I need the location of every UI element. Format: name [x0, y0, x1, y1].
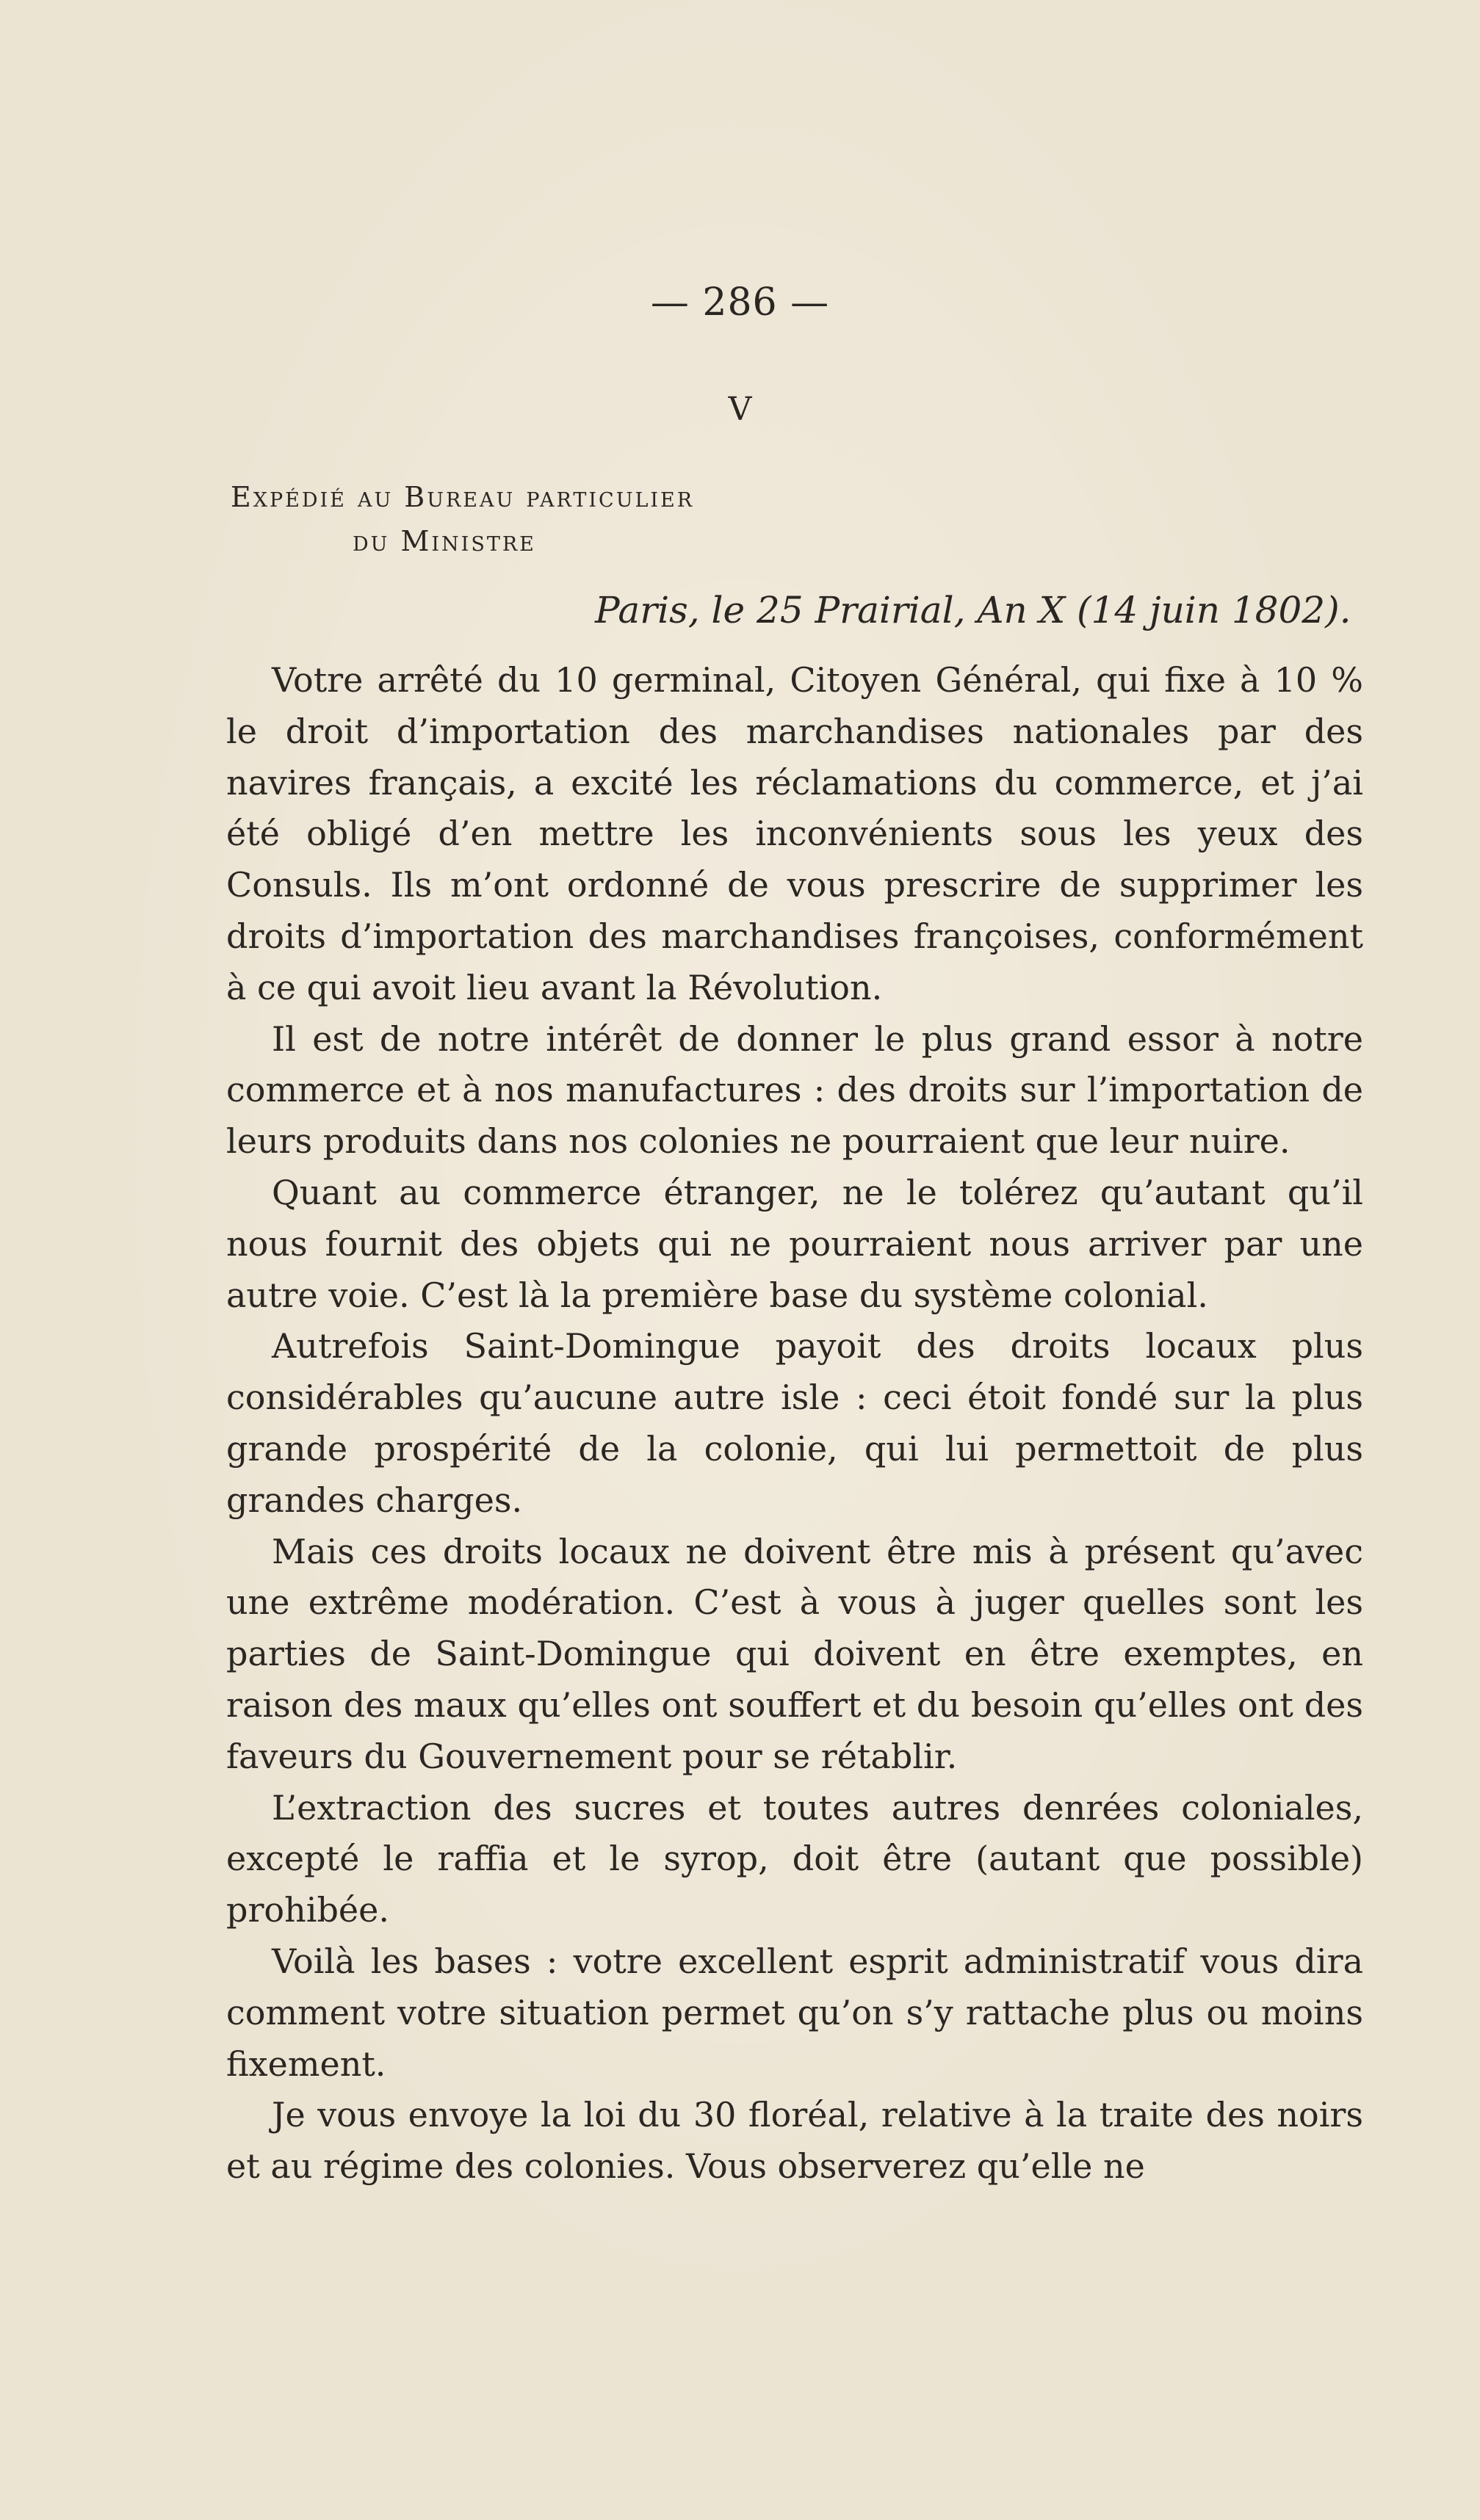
dispatch-header-line-1: Expédié au Bureau particulier	[231, 481, 695, 513]
paragraph: Mais ces droits locaux ne doivent être mis à présent qu’avec une extrême modération. C’est à vous à juger quelles sont les parties de Saint-Domingue qui doivent en être exemptes, en raison des maux qu’elles ont souffert et du besoin qu’elles ont des faveurs du Gouvernement pour se rétablir.	[226, 1531, 1363, 1776]
letter-body	[226, 655, 1363, 2193]
paragraph: Je vous envoye la loi du 30 floréal, relative à la traite des noirs et au régime des colonies. Vous observerez qu’elle ne	[226, 2095, 1363, 2187]
paragraph: Il est de notre intérêt de donner le plus grand essor à notre commerce et à nos manufactures : des droits sur l’importation de leurs produits dans nos colonies ne pourraient que leur nuire.	[226, 1018, 1363, 1162]
paragraph: Autrefois Saint-Domingue payoit des droits locaux plus considérables qu’aucune autre isle : ceci étoit fondé sur la plus grande prospérité de la colonie, qui lui permettoit de plus grandes charges.	[226, 1326, 1363, 1520]
paragraph: Quant au commerce étranger, ne le tolérez qu’autant qu’il nous fournit des objets qui ne pourraient nous arriver par une autre voie. C’est là la première base du système colonial.	[226, 1172, 1363, 1315]
paragraph: L’extraction des sucres et toutes autres denrées coloniales, excepté le raffia et le syrop, doit être (autant que possible) prohibée.	[226, 1787, 1363, 1930]
paragraph: Votre arrêté du 10 germinal, Citoyen Général, qui fixe à 10 % le droit d’importation des marchandises nationales par des navires français, a excité les réclamations du commerce, et j’ai été obligé d’en mettre les inconvénients sous les yeux des Consuls. Ils m’ont ordonné de vous prescrire de supprimer les droits d’importation des marchandises françoises, conformément à ce qui avoit lieu avant la Révolution.	[226, 660, 1363, 1007]
page-number: — 286 —	[650, 280, 830, 325]
section-numeral: V	[728, 391, 752, 428]
dispatch-header-line-2: du Ministre	[353, 525, 536, 557]
dateline: Paris, le 25 Prairial, An X (14 juin 1802).	[595, 589, 1351, 631]
paragraph: Voilà les bases : votre excellent esprit administratif vous dira comment votre situation permet qu’on s’y rattache plus ou moins fixement.	[226, 1941, 1363, 2084]
